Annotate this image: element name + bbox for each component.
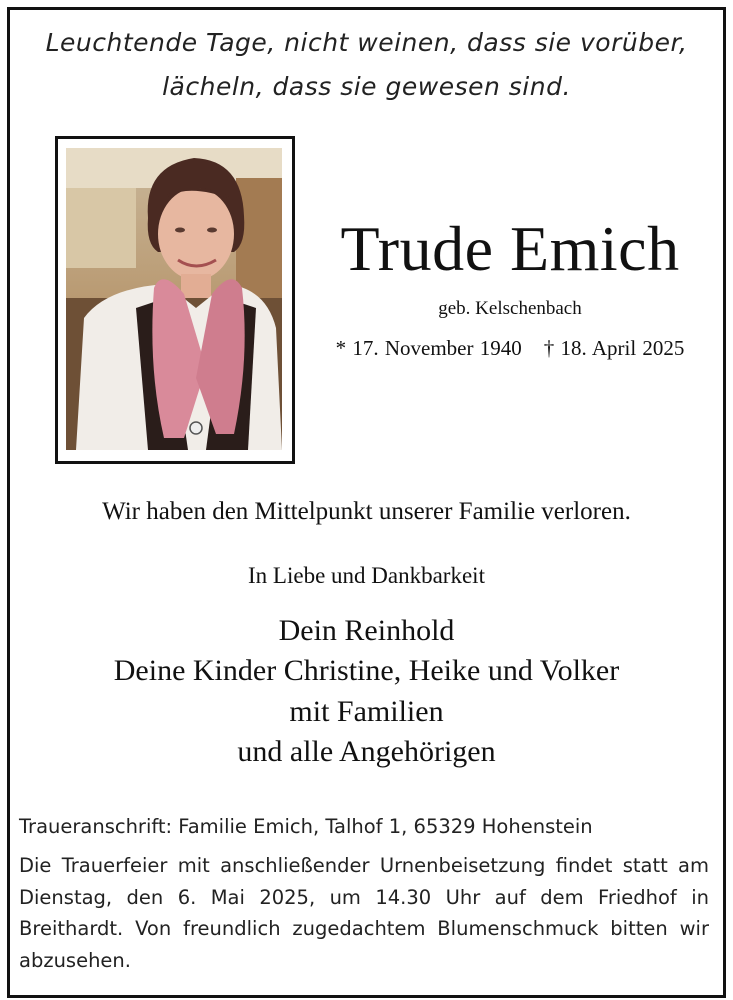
mourner-line: Dein Reinhold xyxy=(278,614,455,647)
funeral-info: Die Trauerfeier mit anschließender Urnenbeisetzung findet statt am Dienstag, den 6. Mai 2025, um 14.30 Uhr auf dem Friedhof in Breithardt. Von freundlich zugedachtem Blumenschmuck bitten wir abzusehen. xyxy=(19,854,709,972)
closing-phrase: In Liebe und Dankbarkeit xyxy=(248,563,485,588)
portrait-photo xyxy=(66,148,282,450)
death-date: † 18. April 2025 xyxy=(543,336,685,360)
deceased-name: Trude Emich xyxy=(340,213,680,284)
mourning-address: Traueranschrift: Familie Emich, Talhof 1, 65329 Hohenstein xyxy=(19,815,593,838)
portrait-illustration xyxy=(66,148,282,450)
mourner-line: und alle Angehörigen xyxy=(237,735,496,768)
portrait-frame xyxy=(55,136,295,464)
mourner-line: Deine Kinder Christine, Heike und Volker xyxy=(113,654,620,687)
mourner-line: mit Familien xyxy=(289,695,444,728)
life-dates xyxy=(300,336,720,361)
birth-date: * 17. November 1940 xyxy=(335,336,522,360)
quote-line-1: Leuchtende Tage, nicht weinen, dass sie vorüber, xyxy=(45,28,688,57)
quote-line-2: lächeln, dass sie gewesen sind. xyxy=(162,72,571,101)
family-message: Wir haben den Mittelpunkt unserer Familie verloren. xyxy=(102,498,631,525)
birth-name: geb. Kelschenbach xyxy=(438,298,582,319)
